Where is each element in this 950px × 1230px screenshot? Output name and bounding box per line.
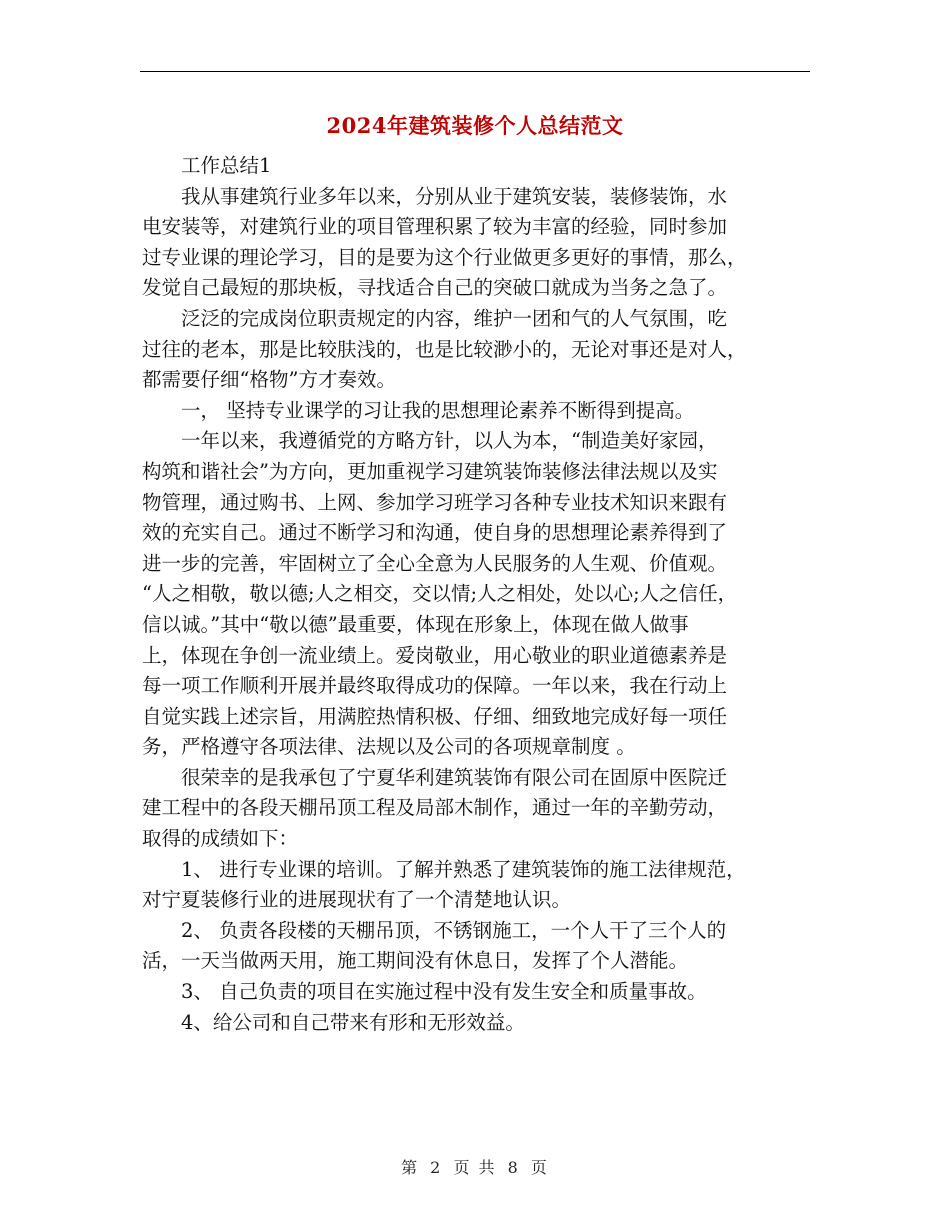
text-line: 我从事建筑行业多年以来，分别从业于建筑安装，装修装饰，水 [181, 184, 728, 208]
footer-middle: 页 共 [453, 1158, 497, 1177]
text-line: 每一项工作顺利开展并最终取得成功的保障。一年以来，我在行动上 [142, 674, 728, 698]
text-line: 过往的老本，那是比较肤浅的，也是比较渺小的，无论对事还是对人， [142, 337, 747, 361]
text-line: 进一步的完善，牢固树立了全心全意为人民服务的人生观、价值观。 [142, 551, 728, 575]
text-line: 3、 自己负责的项目在实施过程中没有发生安全和质量事故。 [181, 980, 707, 1004]
text-line: 电安装等，对建筑行业的项目管理积累了较为丰富的经验，同时参加 [142, 215, 728, 239]
paragraph [142, 396, 814, 427]
text-line: 过专业课的理论学习，目的是要为这个行业做更多更好的事情，那么， [142, 245, 747, 269]
paragraph [142, 855, 814, 916]
text-line: 1、 进行专业课的培训。了解并熟悉了建筑装饰的施工法律规范， [181, 857, 746, 881]
text-line: 泛泛的完成岗位职责规定的内容，维护一团和气的人气氛围，吃 [181, 306, 728, 330]
paragraph [142, 916, 814, 977]
text-line: 物管理，通过购书、上网、参加学习班学习各种专业技术知识来跟有 [142, 490, 728, 514]
text-line: 一， 坚持专业课学的习让我的思想理论素养不断得到提高。 [181, 398, 695, 422]
paragraph [142, 763, 814, 855]
text-line: 2、 负责各段楼的天棚吊顶，不锈钢施工，一个人干了三个人的 [181, 918, 727, 942]
paragraph [142, 1008, 814, 1039]
footer-page-number: 2 [430, 1158, 443, 1177]
footer-suffix: 页 [530, 1158, 549, 1177]
paragraph [142, 182, 814, 304]
text-line: 一年以来，我遵循党的方略方针，以人为本，“制造美好家园， [181, 429, 718, 453]
paragraph [142, 977, 814, 1008]
text-line: 发觉自己最短的那块板，寻找适合自己的突破口就成为当务之急了。 [142, 276, 728, 300]
text-line: 取得的成绩如下： [142, 827, 299, 851]
text-line: “人之相敬，敬以德;人之相交，交以情;人之相处，处以心;人之信任， [142, 582, 738, 606]
paragraph [142, 151, 814, 182]
document-title: 2024年建筑装修个人总结范文 [326, 113, 624, 138]
text-line: 建工程中的各段天棚吊顶工程及局部木制作，通过一年的辛勤劳动， [142, 796, 728, 820]
document-body [142, 151, 814, 1038]
paragraph [142, 304, 814, 396]
text-line: 上，体现在争创一流业绩上。爱岗敬业，用心敬业的职业道德素养是 [142, 643, 728, 667]
text-line: 很荣幸的是我承包了宁夏华利建筑装饰有限公司在固原中医院迁 [181, 765, 728, 789]
text-line: 信以诚。”其中“敬以德”最重要，体现在形象上，体现在做人做事 [142, 612, 689, 636]
text-line: 工作总结1 [181, 154, 272, 177]
page-footer [0, 1155, 950, 1178]
footer-total-pages: 8 [507, 1158, 520, 1177]
header-rule [140, 71, 810, 72]
text-line: 对宁夏装修行业的进展现状有了一个清楚地认识。 [142, 888, 572, 912]
text-line: 务，严格遵守各项法律、法规以及公司的各项规章制度 。 [142, 735, 636, 759]
text-line: 都需要仔细“格物”方才奏效。 [142, 368, 396, 392]
text-line: 构筑和谐社会”为方向，更加重视学习建筑装饰装修法律法规以及实 [142, 459, 718, 483]
text-line: 效的充实自己。通过不断学习和沟通，使自身的思想理论素养得到了 [142, 521, 728, 545]
text-line: 活，一天当做两天用，施工期间没有休息日，发挥了个人潜能。 [142, 949, 689, 973]
text-line: 自觉实践上述宗旨，用满腔热情积极、仔细、细致地完成好每一项任 [142, 704, 728, 728]
paragraph [142, 426, 814, 763]
footer-prefix: 第 [401, 1158, 420, 1177]
text-line: 4、给公司和自己带来有形和无形效益。 [181, 1010, 525, 1034]
